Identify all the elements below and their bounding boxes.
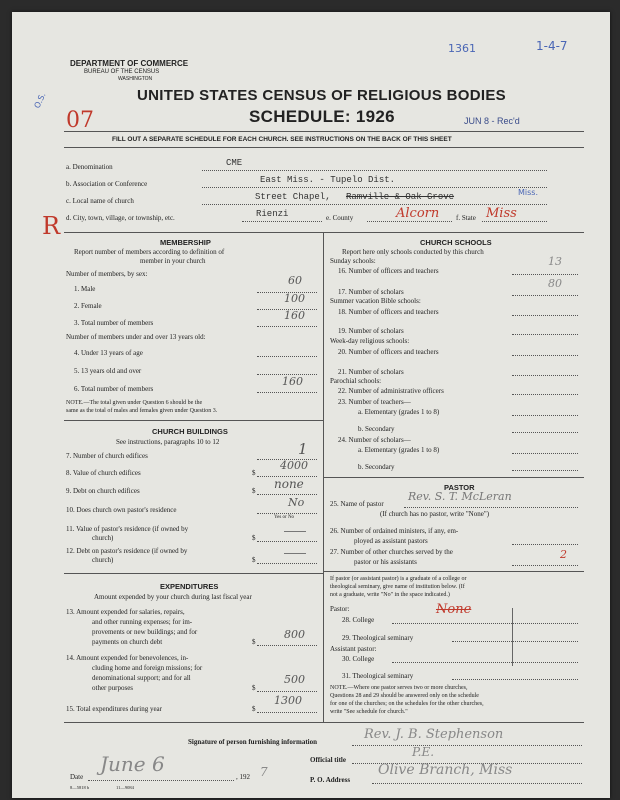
q16-label: 16. Number of officers and teachers [338,267,439,275]
q11-label-a: 11. Value of pastor's residence (if owned by [66,525,189,533]
q1-value: 60 [288,274,302,287]
q18-label: 18. Number of officers and teachers [338,308,439,316]
schedule-title: SCHEDULE: 1926 [249,107,395,126]
q3-value: 160 [284,309,305,322]
membership-sub1: Report number of members according to definition of [74,248,225,256]
q8-value: 4000 [280,459,308,472]
q29-label: 29. Theological seminary [342,634,414,642]
stamp-code: 1-4-7 [536,39,568,53]
q10-label: 10. Does church own pastor's residence [66,506,177,514]
pastor-inst3: not a graduate, write "No" in the space indicated.) [330,592,450,598]
date-label: Date [70,773,84,781]
q12-label-b: church) [92,556,114,564]
form-title: UNITED STATES CENSUS OF RELIGIOUS BODIES [137,87,506,104]
left-mark: R [42,212,61,240]
q11-label-b: church) [92,534,114,542]
pastor-inst1: If pastor (or assistant pastor) is a graduate of a college or [330,576,467,582]
q13-value: 800 [284,628,305,641]
q14-b: cluding home and foreign missions; for [92,664,203,672]
value-local-name: Street Chapel, [255,192,331,202]
q20-label: 20. Number of officers and teachers [338,348,439,356]
q27-a: 27. Number of other churches served by the [330,548,453,556]
washington: WASHINGTON [118,76,153,82]
q15-label: 15. Total expenditures during year [66,705,162,713]
q28-label: 28. College [342,616,375,624]
label-city: d. City, town, village, or township, etc. [66,214,175,222]
pastor-inst2: theological seminary, give name of institution below. (If [330,584,465,590]
instruction-line: FILL OUT A SEPARATE SCHEDULE FOR EACH CHURCH. SEE INSTRUCTIONS ON THE BACK OF THIS SHEET [112,136,452,143]
signature-value: Rev. J. B. Stephenson [364,727,504,742]
q27-value: 2 [560,548,567,561]
value-city: Rienzi [256,209,289,219]
by-sex-label: Number of members, by sex: [66,270,148,278]
census-schedule-sheet [12,12,610,798]
value-association: East Miss. - Tupelo Dist. [260,175,396,185]
label-county: e. County [326,214,354,222]
q25-value: Rev. S. T. McLeran [408,490,512,503]
q14-a: 14. Amount expended for benevolences, in- [66,654,189,662]
year-prefix: , 192 [236,773,250,781]
pastor-heading: PASTOR [444,483,475,492]
sunday-label: Sunday schools: [330,257,376,265]
q15-value: 1300 [274,694,302,707]
q27-b: pastor or his assistants [354,558,417,566]
form-number: 07 [66,108,94,133]
state-typed: Miss. [518,188,539,197]
membership-heading: MEMBERSHIP [160,238,211,247]
weekday-label: Week-day religious schools: [330,337,410,345]
q25-label: 25. Name of pastor [330,500,384,508]
schools-heading: CHURCH SCHOOLS [420,238,492,247]
q22-label: 22. Number of administrative officers [338,387,444,395]
pastor-label: Pastor: [330,605,350,613]
year-handwritten: 7 [260,765,268,779]
side-mark: O.S. [32,91,48,110]
membership-sub2: member in your church [140,257,206,265]
q13-b: and other running expenses; for im- [92,618,193,626]
q28-value: None [436,602,472,617]
q13-d: payments on church debt [92,638,163,646]
value-denomination: CME [226,158,243,168]
q6-label: 6. Total number of members [74,385,154,393]
q31-label: 31. Theological seminary [342,672,414,680]
summer-label: Summer vacation Bible schools: [330,297,421,305]
stamp-number: 1361 [448,42,476,55]
q14-dollar: $ [252,684,256,692]
q23a-label: a. Elementary (grades 1 to 8) [358,408,440,416]
value-local-name-struck: Ramville & Oak Grove [346,192,455,202]
q14-c: denominational support; and for all [92,674,191,682]
q7-label: 7. Number of church edifices [66,452,148,460]
q15-dollar: $ [252,705,256,713]
value-county: Alcorn [396,206,440,221]
q19-label: 19. Number of scholars [338,327,404,335]
membership-note1: NOTE.—The total given under Question 6 should be the [66,400,203,406]
label-association: b. Association or Conference [66,180,148,188]
q24a-label: a. Elementary (grades 1 to 8) [358,446,440,454]
q5-label: 5. 13 years old and over [74,367,142,375]
expenditures-heading: EXPENDITURES [160,582,219,591]
q25-note: (If church has no pastor, write "None") [380,510,490,518]
q3-label: 3. Total number of members [74,319,154,327]
q21-label: 21. Number of scholars [338,368,404,376]
pastor-note2: Questions 28 and 29 should be answered only on the schedule [330,693,479,699]
q23b-label: b. Secondary [358,425,395,433]
q13-c: provements or new buildings; and for [92,628,198,636]
assistant-label: Assistant pastor: [330,645,377,653]
yes-no-hint: Yes or No [274,515,295,520]
q14-value: 500 [284,673,305,686]
label-denomination: a. Denomination [66,163,113,171]
q6-value: 160 [282,375,303,388]
q30-label: 30. College [342,655,375,663]
bureau: BUREAU OF THE CENSUS [84,69,160,75]
parochial-label: Parochial schools: [330,377,382,385]
q17-label: 17. Number of scholars [338,288,404,296]
q26-a: 26. Number of ordained ministers, if any, em- [330,527,459,535]
pastor-note4: write "See schedule for church." [330,709,408,715]
q13-dollar: $ [252,638,256,646]
q24b-label: b. Secondary [358,463,395,471]
q24-label: 24. Number of scholars— [338,436,411,444]
pastor-note3: for one of the churches; on the schedules for the other churches, [330,701,484,707]
q9-dollar: $ [252,487,256,495]
expenditures-sub: Amount expended by your church during last fiscal year [94,593,252,601]
department: DEPARTMENT OF COMMERCE [70,59,189,68]
date-value: June 6 [100,752,165,776]
official-title-label: Official title [310,756,346,764]
q9-value: none [274,477,304,491]
age-label: Number of members under and over 13 years old: [66,333,206,341]
q2-label: 2. Female [74,302,102,310]
q2-value: 100 [284,292,305,305]
label-local-name: c. Local name of church [66,197,134,205]
q12-label-a: 12. Debt on pastor's residence (if owned by [66,547,188,555]
q10-value: No [288,496,305,509]
value-state: Miss [486,206,517,221]
po-address-label: P. O. Address [310,776,351,784]
q1-label: 1. Male [74,285,96,293]
q8-label: 8. Value of church edifices [66,469,141,477]
buildings-heading: CHURCH BUILDINGS [152,427,228,436]
q23-label: 23. Number of teachers— [338,398,411,406]
schools-sub: Report here only schools conducted by this church [342,248,484,256]
q17-value: 80 [548,277,562,290]
q7-value: 1 [298,440,308,458]
pastor-note1: NOTE.—Where one pastor serves two or more churches, [330,685,468,691]
q16-value: 13 [548,255,562,268]
print-code-2: 11—9084 [116,785,134,790]
q12-dollar: $ [252,556,256,564]
label-state: f. State [456,214,476,222]
q11-dollar: $ [252,534,256,542]
official-title-value: P.E. [412,745,435,759]
po-address-value: Olive Branch, Miss [378,762,513,778]
signature-label: Signature of person furnishing information [188,738,317,746]
q13-a: 13. Amount expended for salaries, repairs, [66,608,185,616]
membership-note2: same as the total of males and females given under Question 3. [66,408,218,414]
q8-dollar: $ [252,469,256,477]
q14-d: other purposes [92,684,134,692]
received-stamp: JUN 8 - Rec'd [464,116,520,126]
q9-label: 9. Debt on church edifices [66,487,140,495]
q26-b: ployed as assistant pastors [354,537,428,545]
buildings-sub: See instructions, paragraphs 10 to 12 [116,438,220,446]
q4-label: 4. Under 13 years of age [74,349,143,357]
print-code-1: 8—5818 b [70,785,90,790]
